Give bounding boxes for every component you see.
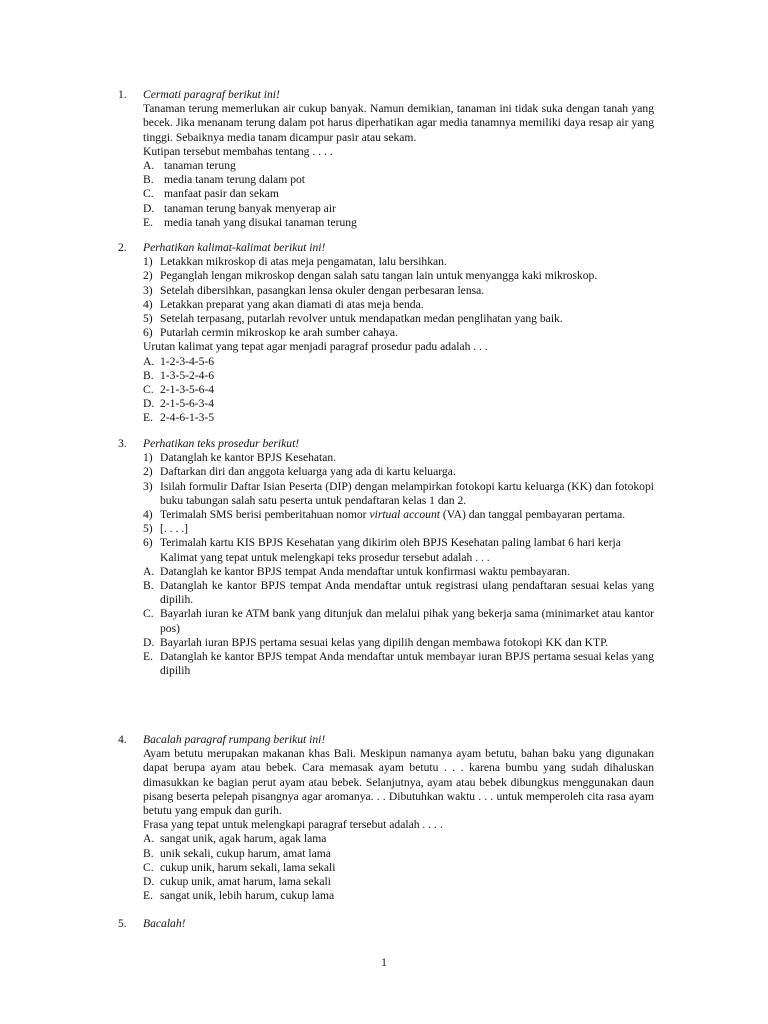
- question-number: 4.: [118, 733, 127, 746]
- numbered-item: [143, 255, 654, 269]
- item-text: Terimalah kartu KIS BPJS Kesehatan yang dikirim oleh BPJS Kesehatan paling lambat 6 hari kerja: [160, 536, 621, 550]
- answer-option: [143, 202, 654, 216]
- option-text: cukup unik, harum sekali, lama sekali: [160, 860, 336, 874]
- item-label: 5): [143, 522, 153, 536]
- option-label: B.: [143, 579, 154, 593]
- option-text: manfaat pasir dan sekam: [164, 187, 279, 201]
- option-text: sangat unik, lebih harum, cukup lama: [160, 889, 335, 903]
- question-prompt: Urutan kalimat yang tepat agar menjadi paragraf prosedur padu adalah . . .: [143, 340, 488, 354]
- item-text: Letakkan mikroskop di atas meja pengamatan, lalu bersihkan.: [160, 255, 447, 269]
- question-heading: Bacalah paragraf rumpang berikut ini!: [143, 733, 326, 746]
- answer-option: [143, 889, 654, 903]
- option-label: C.: [143, 187, 154, 201]
- option-text: unik sekali, cukup harum, amat lama: [160, 846, 331, 860]
- item-text: Daftarkan diri dan anggota keluarga yang ada di kartu keluarga.: [160, 465, 456, 479]
- answer-option: [143, 216, 654, 230]
- numbered-item: [143, 451, 654, 465]
- page-number: 1: [381, 956, 387, 969]
- item-label: 6): [143, 536, 153, 550]
- answer-option: [143, 875, 654, 889]
- item-text-part: (VA) dan tanggal pembayaran pertama.: [439, 508, 626, 522]
- question-number: 5.: [118, 917, 127, 930]
- item-label: 2): [143, 465, 153, 479]
- option-label: D.: [143, 635, 155, 649]
- option-label: B.: [143, 368, 154, 382]
- answer-option: [143, 187, 654, 201]
- question-number: 1.: [118, 88, 127, 101]
- item-label: 4): [143, 508, 153, 522]
- option-text: Datanglah ke kantor BPJS tempat Anda mendaftar untuk registrasi ulang pendaftaran sesuai kelas yang dipilih.: [160, 579, 654, 607]
- question-prompt: Kalimat yang tepat untuk melengkapi teks prosedur tersebut adalah . . .: [160, 550, 490, 564]
- answer-option: [143, 355, 654, 369]
- question-heading: Cermati paragraf berikut ini!: [143, 88, 280, 101]
- question-passage: Ayam betutu merupakan makanan khas Bali. Meskipun namanya ayam betutu, bahan baku yang digunakan dapat berupa ayam atau bebek. Cara memasak ayam betutu . . . karena bumbu yang sudah dihaluskan dimasukkan ke bagian perut ayam atau bebek. Selanjutnya, ayam atau bebek dibungkus menggunakan daun pisang beserta pelepah pisangnya agar aromanya. . . Dibutuhkan waktu . . . untuk memperoleh cita rasa ayam betutu yang empuk dan gurih.: [143, 747, 654, 818]
- item-text-emphasis: virtual account: [369, 508, 440, 522]
- numbered-item: [143, 508, 654, 522]
- option-label: D.: [143, 875, 155, 889]
- option-label: D.: [143, 397, 155, 411]
- numbered-item: [143, 312, 654, 326]
- option-label: A.: [143, 832, 155, 846]
- option-label: E.: [143, 411, 153, 425]
- option-label: A.: [143, 159, 155, 173]
- question-number: 3.: [118, 437, 127, 450]
- answer-option: [143, 832, 654, 846]
- answer-option: [143, 173, 654, 187]
- numbered-item: [143, 465, 654, 479]
- item-text: Setelah dibersihkan, pasangkan lensa okuler dengan perbesaran lensa.: [160, 283, 485, 297]
- option-label: E.: [143, 215, 153, 229]
- answer-option: [143, 383, 654, 397]
- option-text: 1-3-5-2-4-6: [160, 368, 215, 382]
- numbered-item: [143, 269, 654, 283]
- numbered-item: [143, 284, 654, 298]
- numbered-item: [143, 326, 654, 340]
- item-label: 1): [143, 255, 153, 269]
- option-text: Datanglah ke kantor BPJS tempat Anda mendaftar untuk membayar iuran BPJS pertama sesuai kelas yang dipilih: [160, 650, 654, 678]
- answer-option: [143, 369, 654, 383]
- item-text: [. . . .]: [160, 522, 189, 536]
- option-text: 2-4-6-1-3-5: [160, 411, 215, 425]
- item-text: Isilah formulir Daftar Isian Peserta (DIP) dengan melampirkan fotokopi kartu keluarga (KK) dan fotokopi buku tabungan salah satu peserta untuk pendaftaran kelas 1 dan 2.: [160, 479, 654, 507]
- option-text: media tanah yang disukai tanaman terung: [164, 215, 357, 229]
- option-text: media tanam terung dalam pot: [164, 173, 306, 187]
- numbered-item: [143, 298, 654, 312]
- option-label: B.: [143, 173, 154, 187]
- item-text: Letakkan preparat yang akan diamati di atas meja benda.: [160, 297, 424, 311]
- option-label: B.: [143, 846, 154, 860]
- question-heading: Bacalah!: [143, 917, 186, 930]
- question-4: [118, 733, 654, 903]
- option-label: C.: [143, 383, 154, 397]
- option-label: A.: [143, 564, 155, 578]
- item-label: 2): [143, 269, 153, 283]
- option-text: tanaman terung banyak menyerap air: [164, 201, 336, 215]
- option-text: 1-2-3-4-5-6: [160, 354, 215, 368]
- numbered-item: [143, 522, 654, 536]
- answer-option: [143, 650, 654, 678]
- item-text: [160, 508, 654, 522]
- question-heading: Perhatikan teks prosedur berikut!: [143, 437, 300, 450]
- answer-option: [143, 411, 654, 425]
- question-1: [118, 88, 654, 230]
- option-text: cukup unik, amat harum, lama sekali: [160, 875, 331, 889]
- option-label: D.: [143, 201, 155, 215]
- answer-option: [143, 565, 654, 579]
- item-label: 3): [143, 283, 153, 297]
- option-label: A.: [143, 354, 155, 368]
- question-5: [118, 917, 654, 931]
- numbered-item: [143, 536, 654, 550]
- item-text: Putarlah cermin mikroskop ke arah sumber cahaya.: [160, 326, 398, 340]
- item-label: 4): [143, 297, 153, 311]
- option-text: 2-1-5-6-3-4: [160, 397, 215, 411]
- option-text: tanaman terung: [164, 159, 236, 173]
- question-2: [118, 241, 654, 426]
- option-text: Bayarlah iuran BPJS pertama sesuai kelas yang dipilih dengan membawa fotokopi KK dan KTP.: [160, 635, 609, 649]
- answer-option: [143, 607, 654, 635]
- item-text: Datanglah ke kantor BPJS Kesehatan.: [160, 451, 337, 465]
- option-label: E.: [143, 650, 153, 664]
- answer-option: [143, 159, 654, 173]
- numbered-item: [143, 480, 654, 508]
- question-heading: Perhatikan kalimat-kalimat berikut ini!: [143, 241, 326, 254]
- answer-option: [143, 861, 654, 875]
- question-passage: Tanaman terung memerlukan air cukup banyak. Namun demikian, tanaman ini tidak suka dengan tanah yang becek. Jika menanam terung dalam pot harus diperhatikan agar media tanamnya memiliki daya resap air yang tinggi. Sebaiknya media tanam dicampur pasir atau sekam.: [143, 102, 654, 144]
- question-number: 2.: [118, 241, 127, 254]
- answer-option: [143, 579, 654, 607]
- option-text: Datanglah ke kantor BPJS tempat Anda mendaftar untuk konfirmasi waktu pembayaran.: [160, 564, 570, 578]
- item-label: 1): [143, 451, 153, 465]
- item-text: Peganglah lengan mikroskop dengan salah satu tangan lain untuk menyangga kaki mikroskop.: [160, 269, 598, 283]
- question-prompt: Frasa yang tepat untuk melengkapi paragraf tersebut adalah . . . .: [143, 818, 443, 832]
- item-text: Setelah terpasang, putarlah revolver untuk mendapatkan medan penglihatan yang baik.: [160, 312, 563, 326]
- item-label: 3): [143, 479, 153, 493]
- option-label: E.: [143, 889, 153, 903]
- item-label: 6): [143, 326, 153, 340]
- question-3: [118, 437, 654, 678]
- answer-option: [143, 636, 654, 650]
- answer-option: [143, 847, 654, 861]
- option-label: C.: [143, 860, 154, 874]
- item-label: 5): [143, 312, 153, 326]
- option-text: 2-1-3-5-6-4: [160, 383, 215, 397]
- option-text: Bayarlah iuran ke ATM bank yang ditunjuk dan melalui pihak yang bekerja sama (minimarket atau kantor pos): [160, 607, 654, 635]
- option-label: C.: [143, 607, 154, 621]
- answer-option: [143, 397, 654, 411]
- item-text-part: Terimalah SMS berisi pemberitahuan nomor: [160, 508, 370, 522]
- option-text: sangat unik, agak harum, agak lama: [160, 832, 327, 846]
- question-prompt: Kutipan tersebut membahas tentang . . . .: [143, 144, 333, 158]
